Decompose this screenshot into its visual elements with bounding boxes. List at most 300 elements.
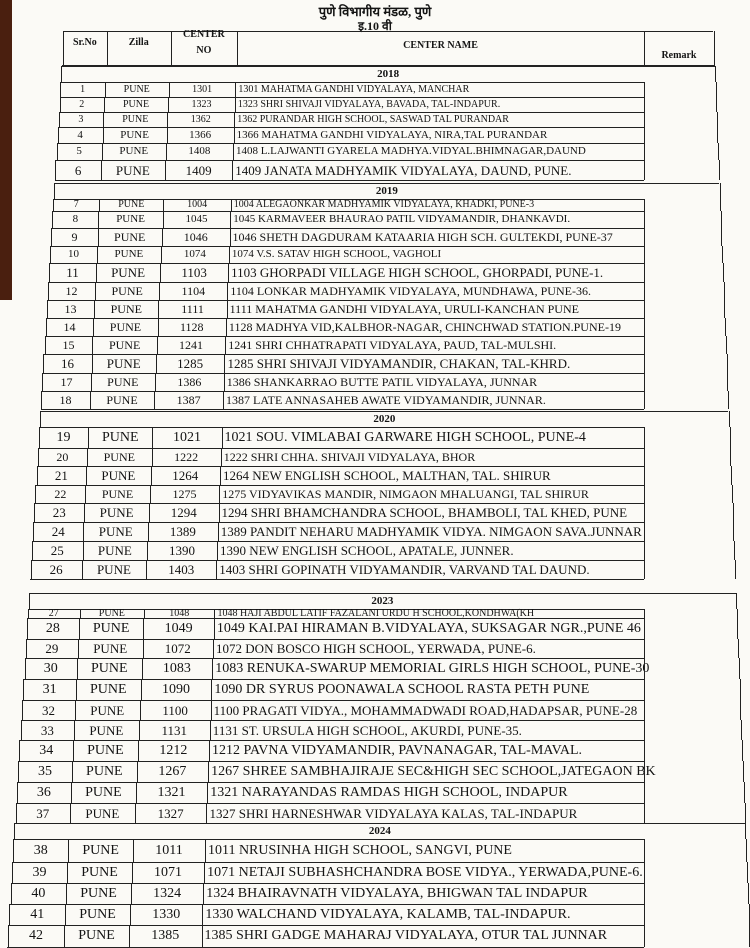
column-rule (37, 466, 38, 485)
column-rule (129, 925, 130, 947)
column-rule (167, 112, 168, 127)
center-no-cell: 1403 (168, 562, 195, 577)
column-rule (103, 112, 104, 127)
zilla-cell: PUNE (101, 429, 139, 445)
column-rule (748, 883, 749, 904)
column-rule (135, 803, 136, 823)
column-rule (93, 318, 94, 336)
column-rule (644, 263, 645, 282)
column-rule (644, 246, 645, 263)
zilla-cell: PUNE (107, 375, 139, 389)
column-rule (730, 427, 731, 448)
rule (26, 639, 644, 640)
column-rule (644, 336, 645, 354)
column-rule (143, 618, 144, 639)
column-rule (714, 31, 715, 65)
column-rule (85, 485, 86, 503)
column-rule (745, 823, 746, 839)
column-rule (29, 593, 30, 609)
column-rule (716, 97, 717, 112)
column-rule (25, 658, 26, 679)
zilla-cell: PUNE (120, 128, 149, 141)
column-rule (723, 263, 724, 282)
column-rule (727, 373, 728, 391)
column-rule (22, 700, 23, 720)
column-rule (31, 560, 32, 579)
column-rule (107, 31, 108, 65)
column-rule (235, 82, 236, 97)
column-rule (725, 318, 726, 336)
center-no-cell: 1071 (154, 864, 183, 880)
column-rule (92, 354, 93, 373)
column-rule (644, 782, 645, 803)
column-rule (644, 82, 645, 97)
zilla-cell: PUNE (85, 805, 120, 821)
center-name-cell: 1004 ALEGAONKAR MADHYAMIK VIDYALAYA, KHADKI, PUNE-3 (233, 199, 535, 210)
column-rule (51, 228, 52, 246)
column-rule (734, 541, 735, 560)
column-rule (152, 427, 153, 448)
center-name-cell: 1045 KARMAVEER BHAURAO PATIL VIDYAMANDIR, DHANKAVDI. (233, 213, 571, 225)
rule (21, 720, 644, 721)
board-title: पुणे विभागीय मंडळ, पुणे (318, 4, 432, 19)
column-rule (104, 97, 105, 112)
column-rule (644, 740, 645, 761)
column-rule (84, 503, 85, 522)
center-no-cell: 1264 (172, 468, 199, 483)
zilla-cell: PUNE (122, 113, 149, 125)
column-rule (727, 354, 728, 373)
column-rule (28, 609, 29, 618)
rule (20, 740, 644, 741)
column-rule (143, 639, 144, 658)
column-rule (216, 560, 217, 579)
center-name-cell: 1074 V.S. SATAV HIGH SCHOOL, VAGHOLI (231, 248, 442, 260)
column-rule (217, 541, 218, 560)
center-name-cell: 1212 PAVNA VIDYAMANDIR, PAVNANAGAR, TAL-MAVAL. (211, 742, 583, 758)
column-rule (53, 199, 54, 211)
column-rule (46, 318, 47, 336)
column-rule (165, 160, 166, 180)
column-rule (220, 466, 221, 485)
zilla-cell: PUNE (86, 763, 123, 779)
column-rule (214, 609, 215, 618)
column-rule (740, 679, 741, 700)
center-no-cell: 1074 (183, 248, 206, 260)
column-rule (64, 925, 65, 947)
column-rule (102, 143, 103, 160)
column-rule (644, 541, 645, 560)
column-rule (101, 160, 102, 180)
zilla-cell: PUNE (109, 320, 142, 334)
column-rule (644, 839, 645, 862)
sr-no-cell: 28 (45, 620, 60, 636)
center-name-cell: 1241 SHRI CHHATRAPATI VIDYALAYA, PAUD, TAL-MULSHI. (228, 338, 557, 352)
column-rule (33, 522, 34, 541)
rule (55, 183, 720, 184)
column-rule (740, 700, 741, 720)
column-rule (644, 862, 645, 883)
column-rule (71, 782, 72, 803)
column-rule (43, 354, 44, 373)
column-rule (644, 658, 645, 679)
column-rule (79, 618, 80, 639)
sr-no-cell: 11 (66, 265, 79, 280)
column-rule (27, 618, 28, 639)
zilla-cell: PUNE (123, 83, 150, 95)
year-heading: 2018 (377, 68, 400, 80)
rule (62, 66, 715, 67)
column-header-sr-no: Sr.No (72, 37, 97, 48)
rule (60, 97, 644, 98)
column-rule (644, 300, 645, 318)
column-rule (21, 720, 22, 740)
column-rule (232, 160, 233, 180)
zilla-cell: PUNE (119, 145, 149, 157)
column-rule (731, 466, 732, 485)
column-rule (210, 720, 211, 740)
rule (46, 318, 644, 319)
column-rule (103, 127, 104, 143)
center-name-cell: 1090 DR SYRUS POONAWALA SCHOOL RASTA PETH PUNE (214, 681, 590, 697)
center-no-cell: 1103 (181, 265, 207, 280)
rule (10, 904, 644, 905)
center-no-cell: 1021 (172, 429, 201, 445)
rule (53, 211, 644, 212)
column-rule (732, 485, 733, 503)
column-rule (644, 160, 645, 180)
center-no-cell: 1362 (190, 113, 211, 125)
column-rule (716, 82, 717, 97)
column-rule (35, 485, 36, 503)
column-rule (644, 639, 645, 658)
column-rule (94, 300, 95, 318)
year-heading: 2019 (375, 185, 398, 197)
column-rule (45, 336, 46, 354)
rule (41, 409, 644, 410)
zilla-cell: PUNE (98, 607, 125, 619)
column-rule (644, 97, 645, 112)
column-rule (211, 700, 212, 720)
sr-no-cell: 42 (29, 928, 43, 943)
column-rule (12, 862, 13, 883)
sr-no-cell: 41 (30, 906, 45, 922)
column-rule (158, 318, 159, 336)
column-rule (738, 639, 739, 658)
center-no-cell: 1323 (191, 98, 212, 110)
sr-no-cell: 38 (33, 842, 48, 858)
column-rule (142, 658, 143, 679)
center-name-cell: 1321 NARAYANDAS RAMDAS HIGH SCHOOL, INDAPUR (210, 784, 568, 800)
column-rule (204, 862, 205, 883)
column-rule (202, 904, 203, 925)
column-rule (730, 448, 731, 466)
zilla-cell: PUNE (85, 784, 122, 800)
column-rule (737, 618, 738, 639)
center-name-cell: 1049 KAI.PAI HIRAMAN B.VIDYALAYA, SUKSAGAR NGR.,PUNE 46 (216, 620, 641, 636)
column-rule (209, 740, 210, 761)
column-rule (644, 354, 645, 373)
column-rule (728, 391, 729, 409)
rule (59, 112, 644, 113)
rule (19, 761, 644, 762)
column-rule (721, 228, 722, 246)
sr-no-cell: 21 (54, 468, 68, 483)
zilla-cell: PUNE (106, 393, 138, 407)
column-rule (644, 485, 645, 503)
column-rule (157, 336, 158, 354)
center-no-cell: 1241 (178, 338, 203, 352)
column-rule (163, 211, 164, 228)
center-name-cell: 1387 LATE ANNASAHEB AWATE VIDYAMANDIR, JUNNAR. (226, 393, 546, 407)
center-name-cell: 1011 NRUSINHA HIGH SCHOOL, SANGVI, PUNE (207, 842, 512, 858)
zilla-cell: PUNE (101, 487, 134, 501)
rule (41, 411, 729, 412)
column-rule (644, 373, 645, 391)
center-no-cell: 1330 (152, 906, 181, 922)
rule (15, 823, 745, 824)
column-rule (230, 211, 231, 228)
column-rule (745, 803, 746, 823)
column-rule (644, 466, 645, 485)
center-name-cell: 1408 L.LAJWANTI GYARELA MADHYA.VIDYAL.BHIMNAGAR,DAUND (235, 145, 586, 157)
sr-no-cell: 6 (74, 162, 82, 178)
zilla-cell: PUNE (122, 98, 150, 110)
center-name-cell: 1071 NETAJI SUBHASHCHANDRA BOSE VIDYA., YERWADA,PUNE-6. (207, 864, 643, 880)
column-rule (17, 782, 18, 803)
zilla-cell: PUNE (108, 338, 141, 352)
column-rule (202, 925, 203, 947)
sr-no-cell: 7 (73, 199, 79, 210)
column-rule (83, 541, 84, 560)
column-rule (39, 427, 40, 448)
sr-no-cell: 18 (59, 393, 72, 407)
column-rule (644, 112, 645, 127)
center-no-cell: 1090 (161, 681, 190, 697)
sr-no-cell: 14 (63, 320, 76, 334)
center-name-cell: 1222 SHRI CHHA. SHIVAJI VIDYALAYA, BHOR (223, 450, 476, 464)
sr-no-cell: 8 (72, 213, 79, 225)
column-rule (219, 485, 220, 503)
column-rule (158, 300, 159, 318)
column-rule (137, 761, 138, 782)
center-name-cell: 1264 NEW ENGLISH SCHOOL, MALTHAN, TAL. SHIRUR (222, 468, 551, 483)
column-rule (13, 839, 14, 862)
zilla-cell: PUNE (114, 230, 146, 244)
rule (61, 82, 644, 83)
zilla-cell: PUNE (114, 248, 144, 260)
sr-no-cell: 27 (48, 607, 59, 619)
column-rule (67, 862, 68, 883)
zilla-cell: PUNE (115, 162, 150, 178)
center-name-cell: 1386 SHANKARRAO BUTTE PATIL VIDYALAYA, JUNNAR (226, 375, 538, 389)
sr-no-cell: 34 (39, 742, 54, 758)
sr-no-cell: 36 (36, 784, 51, 800)
column-rule (644, 31, 645, 65)
column-rule (722, 246, 723, 263)
sr-no-cell: 29 (45, 641, 59, 656)
zilla-cell: PUNE (96, 562, 131, 577)
column-rule (88, 427, 89, 448)
center-name-cell: 1128 MADHYA VID,KALBHOR-NAGAR, CHINCHWAD STATION.PUNE-19 (228, 320, 621, 334)
column-rule (644, 503, 645, 522)
sr-no-cell: 37 (36, 805, 50, 821)
column-header-center-no-2: NO (196, 45, 212, 56)
rule (50, 263, 644, 264)
page-edge (0, 0, 12, 300)
column-rule (644, 609, 645, 618)
center-no-cell: 1083 (162, 660, 191, 676)
column-rule (19, 740, 20, 761)
zilla-cell: PUNE (82, 842, 119, 858)
zilla-cell: PUNE (98, 524, 133, 539)
column-rule (203, 883, 204, 904)
column-rule (735, 560, 736, 579)
column-rule (136, 782, 137, 803)
sr-no-cell: 16 (60, 356, 74, 371)
year-heading: 2023 (371, 595, 394, 607)
zilla-cell: PUNE (93, 641, 128, 656)
column-rule (132, 862, 133, 883)
column-rule (105, 82, 106, 97)
column-rule (11, 883, 12, 904)
center-name-cell: 1046 SHETH DAGDURAM KATAARIA HIGH SCH. GULTEKDI, PUNE-37 (232, 230, 613, 244)
zilla-cell: PUNE (90, 660, 128, 676)
column-rule (75, 700, 76, 720)
zilla-cell: PUNE (90, 702, 125, 718)
column-rule (57, 143, 58, 160)
column-rule (156, 354, 157, 373)
sr-no-cell: 15 (62, 338, 75, 352)
column-rule (644, 391, 645, 409)
rule (38, 448, 644, 449)
column-rule (644, 318, 645, 336)
sr-no-cell: 25 (50, 543, 64, 558)
column-rule (218, 522, 219, 541)
column-rule (724, 282, 725, 300)
column-rule (644, 904, 645, 925)
zilla-cell: PUNE (103, 450, 135, 464)
column-rule (155, 373, 156, 391)
column-rule (54, 183, 55, 199)
center-name-cell: 1403 SHRI GOPINATH VIDYAMANDIR, VARVAND TAL DAUND. (219, 562, 590, 577)
rule (14, 839, 644, 840)
column-rule (138, 740, 139, 761)
rule (18, 782, 644, 783)
column-rule (644, 448, 645, 466)
column-rule (160, 263, 161, 282)
column-rule (50, 246, 51, 263)
column-header-zilla: Zilla (128, 37, 149, 48)
zilla-cell: PUNE (110, 302, 142, 316)
column-rule (58, 127, 59, 143)
center-no-cell: 1385 (151, 928, 180, 943)
column-rule (237, 31, 238, 65)
column-rule (747, 862, 748, 883)
center-no-cell: 1321 (157, 784, 186, 800)
center-no-cell: 1408 (188, 145, 211, 157)
column-rule (48, 282, 49, 300)
column-rule (644, 761, 645, 782)
center-name-cell: 1111 MAHATMA GANDHI VIDYALAYA, URULI-KANCHAN PUNE (229, 302, 579, 316)
center-no-cell: 1072 (164, 641, 191, 656)
column-rule (749, 904, 750, 925)
column-rule (146, 560, 147, 579)
column-rule (73, 740, 74, 761)
column-rule (97, 246, 98, 263)
column-rule (167, 127, 168, 143)
center-name-cell: 1285 SHRI SHIVAJI VIDYAMANDIR, CHAKAN, TAL-KHRD. (227, 356, 571, 371)
column-rule (55, 160, 56, 180)
column-rule (150, 485, 151, 503)
column-rule (733, 522, 734, 541)
column-rule (214, 618, 215, 639)
column-rule (148, 522, 149, 541)
sr-no-cell: 2 (79, 98, 85, 110)
column-rule (644, 211, 645, 228)
rule (31, 560, 644, 561)
center-no-cell: 1409 (185, 162, 212, 178)
zilla-cell: PUNE (79, 906, 116, 922)
column-rule (163, 199, 164, 211)
center-no-cell: 1390 (169, 543, 196, 558)
column-rule (644, 427, 645, 448)
rule (42, 391, 644, 392)
column-rule (720, 199, 721, 211)
column-rule (744, 782, 745, 803)
column-rule (644, 143, 645, 160)
sr-no-cell: 12 (65, 284, 78, 298)
center-no-cell: 1131 (161, 722, 187, 738)
center-no-cell: 1366 (189, 128, 212, 141)
column-rule (235, 97, 236, 112)
rule (13, 862, 644, 863)
rule (29, 593, 735, 594)
column-rule (718, 143, 719, 160)
column-rule (83, 522, 84, 541)
column-rule (208, 761, 209, 782)
rule (45, 336, 644, 337)
rule (23, 700, 644, 701)
column-rule (98, 211, 99, 228)
column-rule (213, 639, 214, 658)
sr-no-cell: 13 (64, 302, 77, 316)
center-no-cell: 1267 (158, 763, 187, 779)
column-rule (59, 112, 60, 127)
rule (52, 228, 644, 229)
column-rule (223, 391, 224, 409)
column-rule (224, 373, 225, 391)
column-rule (644, 925, 645, 947)
center-no-cell: 1285 (177, 356, 204, 371)
column-rule (733, 503, 734, 522)
column-rule (18, 761, 19, 782)
column-rule (99, 199, 100, 211)
column-rule (742, 740, 743, 761)
column-rule (8, 925, 9, 947)
center-no-cell: 1301 (192, 83, 213, 95)
column-rule (77, 658, 78, 679)
column-rule (225, 336, 226, 354)
column-rule (154, 391, 155, 409)
column-rule (47, 300, 48, 318)
center-no-cell: 1111 (181, 302, 204, 316)
column-rule (72, 761, 73, 782)
center-no-cell: 1222 (174, 450, 199, 464)
sr-no-cell: 3 (78, 113, 84, 125)
column-rule (227, 300, 228, 318)
center-no-cell: 1128 (179, 320, 204, 334)
